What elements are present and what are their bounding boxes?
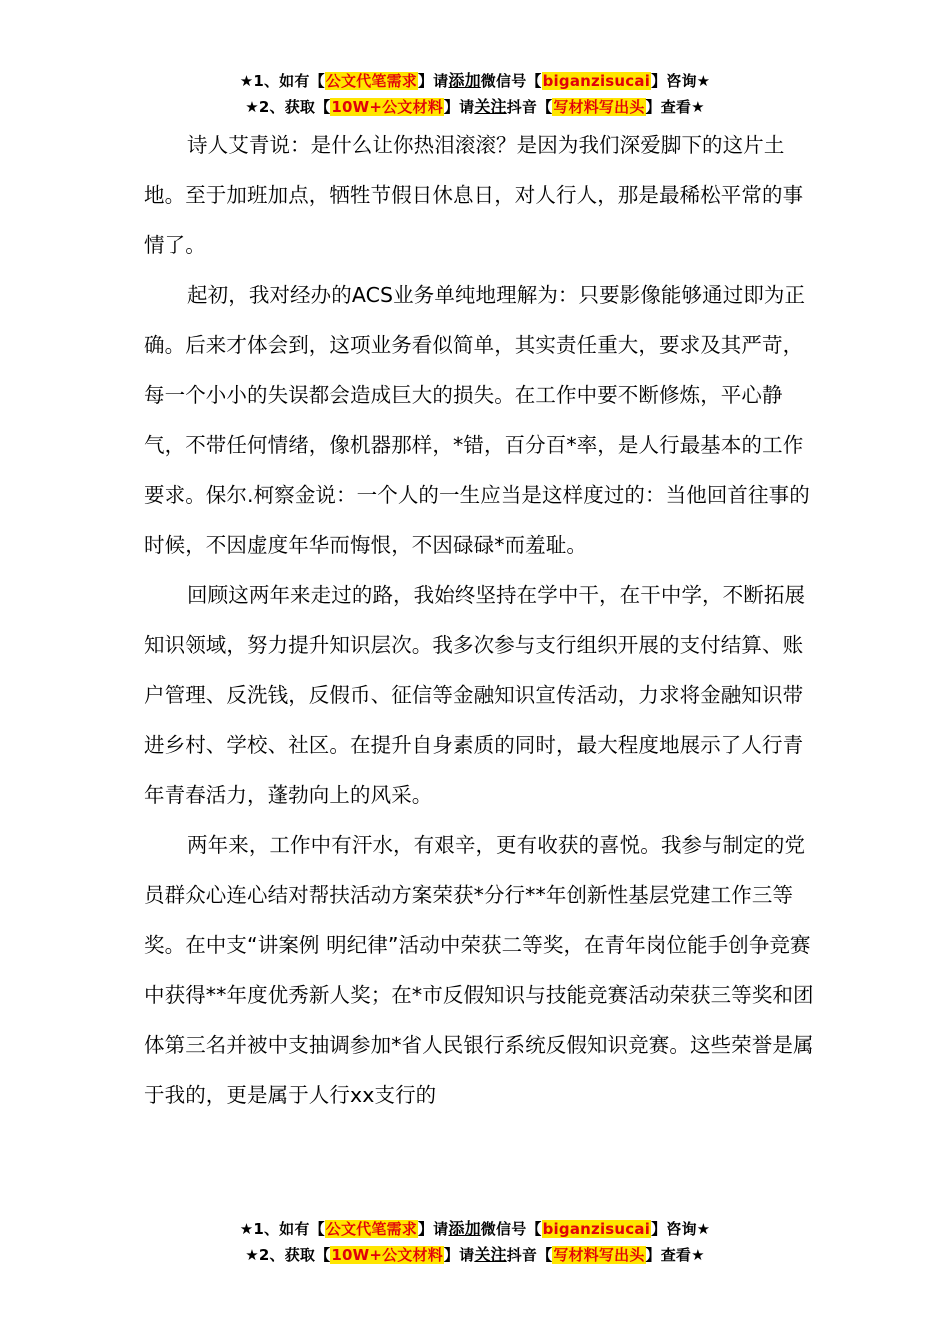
document-body bbox=[144, 120, 816, 1120]
banner-text: 抖音【 bbox=[506, 98, 553, 116]
banner-text: 微信号【 bbox=[480, 1220, 542, 1238]
underlined-text: 关注 bbox=[474, 1245, 507, 1264]
underlined-text: 添加 bbox=[448, 71, 481, 90]
highlight-materials: 10W+公文材料 bbox=[331, 98, 443, 116]
highlight-douyin-account: 写材料写出头 bbox=[553, 98, 645, 116]
banner-text: ★2、获取【 bbox=[245, 1246, 331, 1264]
highlight-ghostwriting: 公文代笔需求 bbox=[325, 1220, 417, 1238]
underlined-text: 关注 bbox=[474, 97, 507, 116]
footer-banner bbox=[0, 1216, 950, 1268]
paragraph: 回顾这两年来走过的路，我始终坚持在学中干，在干中学，不断拓展知识领域，努力提升知识层次。我多次参与支行组织开展的支付结算、账户管理、反洗钱，反假币、征信等金融知识宣传活动，力求将金融知识带进乡村、学校、社区。在提升自身素质的同时，最大程度地展示了人行青年青春活力，蓬勃向上的风采。 bbox=[144, 583, 806, 807]
banner-text: 】查看★ bbox=[645, 98, 705, 116]
banner-text: 微信号【 bbox=[480, 72, 542, 90]
highlight-materials: 10W+公文材料 bbox=[331, 1246, 443, 1264]
underlined-text: 添加 bbox=[448, 1219, 481, 1238]
highlight-wechat-id: biganzisucai bbox=[542, 72, 651, 90]
highlight-ghostwriting: 公文代笔需求 bbox=[325, 72, 417, 90]
banner-text: 】请 bbox=[443, 1246, 475, 1264]
banner-text: 】查看★ bbox=[645, 1246, 705, 1264]
highlight-douyin-account: 写材料写出头 bbox=[553, 1246, 645, 1264]
banner-text: 】咨询★ bbox=[651, 1220, 711, 1238]
header-banner bbox=[0, 68, 950, 120]
banner-text: 】咨询★ bbox=[651, 72, 711, 90]
banner-line-1 bbox=[0, 68, 950, 94]
banner-line-2 bbox=[0, 94, 950, 120]
banner-text: ★2、获取【 bbox=[245, 98, 331, 116]
banner-text: 】请 bbox=[417, 1220, 449, 1238]
banner-line-2 bbox=[0, 1242, 950, 1268]
banner-line-1 bbox=[0, 1216, 950, 1242]
banner-text: 抖音【 bbox=[506, 1246, 553, 1264]
banner-text: 】请 bbox=[417, 72, 449, 90]
banner-text: ★1、如有【 bbox=[239, 1220, 325, 1238]
banner-text: ★1、如有【 bbox=[239, 72, 325, 90]
paragraph: 诗人艾青说：是什么让你热泪滚滚？是因为我们深爱脚下的这片土地。至于加班加点，牺牲节假日休息日，对人行人，那是最稀松平常的事情了。 bbox=[144, 133, 804, 257]
banner-text: 】请 bbox=[443, 98, 475, 116]
highlight-wechat-id: biganzisucai bbox=[542, 1220, 651, 1238]
paragraph: 起初，我对经办的ACS业务单纯地理解为：只要影像能够通过即为正确。后来才体会到，这项业务看似简单，其实责任重大，要求及其严苛，每一个小小的失误都会造成巨大的损失。在工作中要不断修炼，平心静气，不带任何情绪，像机器那样，*错，百分百*率，是人行最基本的工作要求。保尔.柯察金说：一个人的一生应当是这样度过的：当他回首往事的时候，不因虚度年华而悔恨，不因碌碌*而羞耻。 bbox=[144, 283, 810, 557]
paragraph: 两年来，工作中有汗水，有艰辛，更有收获的喜悦。我参与制定的党员群众心连心结对帮扶活动方案荣获*分行**年创新性基层党建工作三等奖。在中支“讲案例 明纪律”活动中荣获二等奖，在青年岗位能手创争竞赛中获得**年度优秀新人奖；在*市反假知识与技能竞赛活动荣获三等奖和团体第三名并被中支抽调参加*省人民银行系统反假知识竞赛。这些荣誉是属于我的，更是属于人行xx支行的 bbox=[144, 833, 814, 1107]
